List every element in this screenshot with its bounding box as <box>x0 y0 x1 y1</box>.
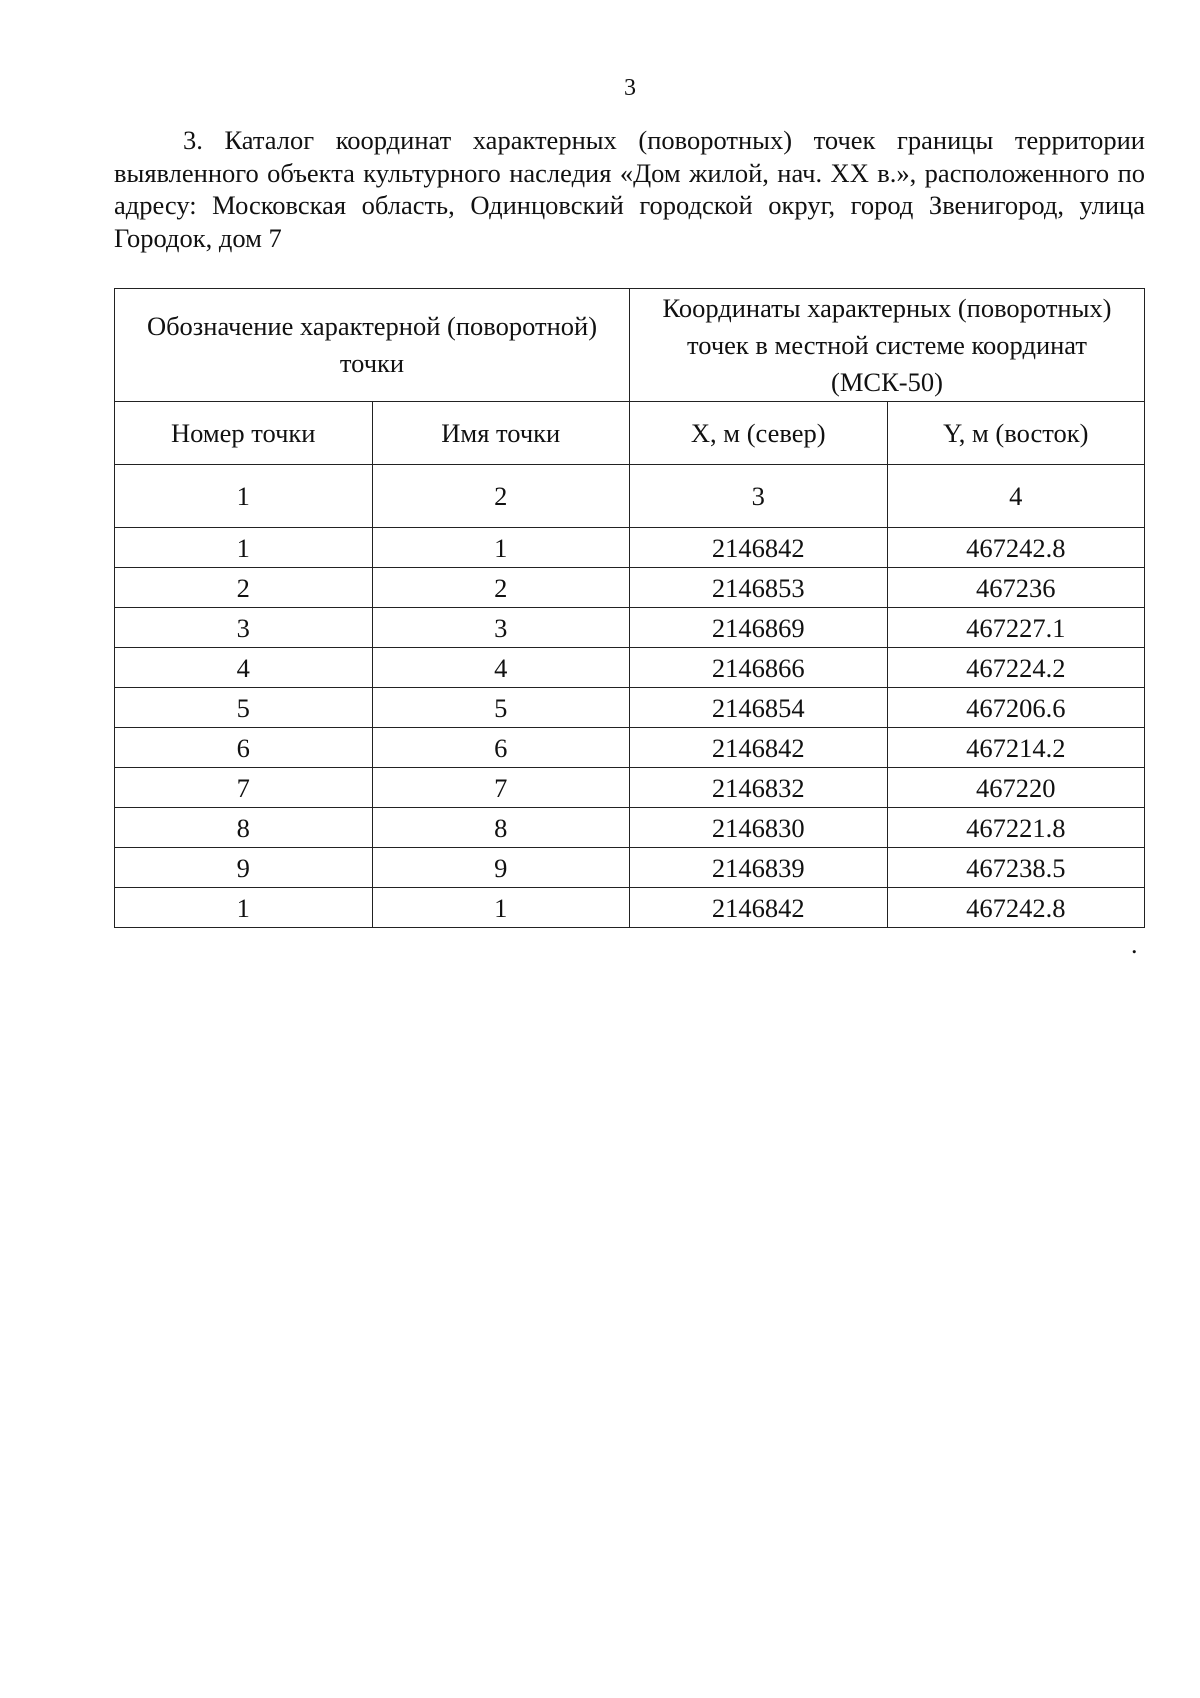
table-row <box>115 888 1145 928</box>
point-number-cell: 8 <box>115 808 373 848</box>
column-index: 1 <box>115 465 373 528</box>
header-coordinates: Координаты характерных (поворотных) точек в местной системе координат (МСК-50) <box>630 289 1145 402</box>
point-number-cell: 5 <box>115 688 373 728</box>
y-coordinate-cell: 467238.5 <box>887 848 1145 888</box>
x-coordinate-cell: 2146854 <box>630 688 888 728</box>
point-name-cell: 3 <box>372 608 630 648</box>
y-coordinate-cell: 467221.8 <box>887 808 1145 848</box>
table-row <box>115 688 1145 728</box>
point-number-cell: 1 <box>115 888 373 928</box>
point-number-cell: 7 <box>115 768 373 808</box>
header-point-designation: Обозначение характерной (поворотной) точки <box>115 289 630 402</box>
y-coordinate-cell: 467214.2 <box>887 728 1145 768</box>
x-coordinate-cell: 2146830 <box>630 808 888 848</box>
y-coordinate-cell: 467220 <box>887 768 1145 808</box>
trailing-period: . <box>1131 930 1138 959</box>
x-coordinate-cell: 2146866 <box>630 648 888 688</box>
table-row <box>115 848 1145 888</box>
intro-paragraph: 3. Каталог координат характерных (поворотных) точек границы территории выявленного объекта культурного наследия «Дом жилой, нач. XX в.», расположенного по адресу: Московская область, Одинцовский городской округ, город Звенигород, улица Городок, дом 7 <box>114 125 1145 253</box>
y-coordinate-cell: 467224.2 <box>887 648 1145 688</box>
point-name-cell: 1 <box>372 528 630 568</box>
point-name-cell: 8 <box>372 808 630 848</box>
point-number-cell: 2 <box>115 568 373 608</box>
point-name-cell: 9 <box>372 848 630 888</box>
y-coordinate-cell: 467206.6 <box>887 688 1145 728</box>
x-coordinate-cell: 2146842 <box>630 728 888 768</box>
coordinates-table <box>114 288 1145 928</box>
table-row <box>115 608 1145 648</box>
y-coordinate-cell: 467236 <box>887 568 1145 608</box>
col-point-number: Номер точки <box>115 402 373 465</box>
x-coordinate-cell: 2146832 <box>630 768 888 808</box>
point-name-cell: 5 <box>372 688 630 728</box>
point-name-cell: 4 <box>372 648 630 688</box>
table-header-row <box>115 289 1145 402</box>
table-column-index-row <box>115 465 1145 528</box>
y-coordinate-cell: 467227.1 <box>887 608 1145 648</box>
col-y-east: Y, м (восток) <box>887 402 1145 465</box>
point-name-cell: 1 <box>372 888 630 928</box>
column-index: 3 <box>630 465 888 528</box>
x-coordinate-cell: 2146842 <box>630 888 888 928</box>
point-number-cell: 9 <box>115 848 373 888</box>
point-name-cell: 6 <box>372 728 630 768</box>
col-x-north: X, м (север) <box>630 402 888 465</box>
table-subheader-row <box>115 402 1145 465</box>
column-index: 2 <box>372 465 630 528</box>
point-number-cell: 1 <box>115 528 373 568</box>
table-row <box>115 528 1145 568</box>
point-number-cell: 4 <box>115 648 373 688</box>
point-name-cell: 7 <box>372 768 630 808</box>
point-number-cell: 3 <box>115 608 373 648</box>
table-row <box>115 728 1145 768</box>
x-coordinate-cell: 2146839 <box>630 848 888 888</box>
table-row <box>115 648 1145 688</box>
y-coordinate-cell: 467242.8 <box>887 888 1145 928</box>
point-number-cell: 6 <box>115 728 373 768</box>
table-row <box>115 768 1145 808</box>
y-coordinate-cell: 467242.8 <box>887 528 1145 568</box>
column-index: 4 <box>887 465 1145 528</box>
table-row <box>115 568 1145 608</box>
x-coordinate-cell: 2146842 <box>630 528 888 568</box>
x-coordinate-cell: 2146853 <box>630 568 888 608</box>
page-number: 3 <box>624 75 636 101</box>
col-point-name: Имя точки <box>372 402 630 465</box>
point-name-cell: 2 <box>372 568 630 608</box>
x-coordinate-cell: 2146869 <box>630 608 888 648</box>
table-row <box>115 808 1145 848</box>
